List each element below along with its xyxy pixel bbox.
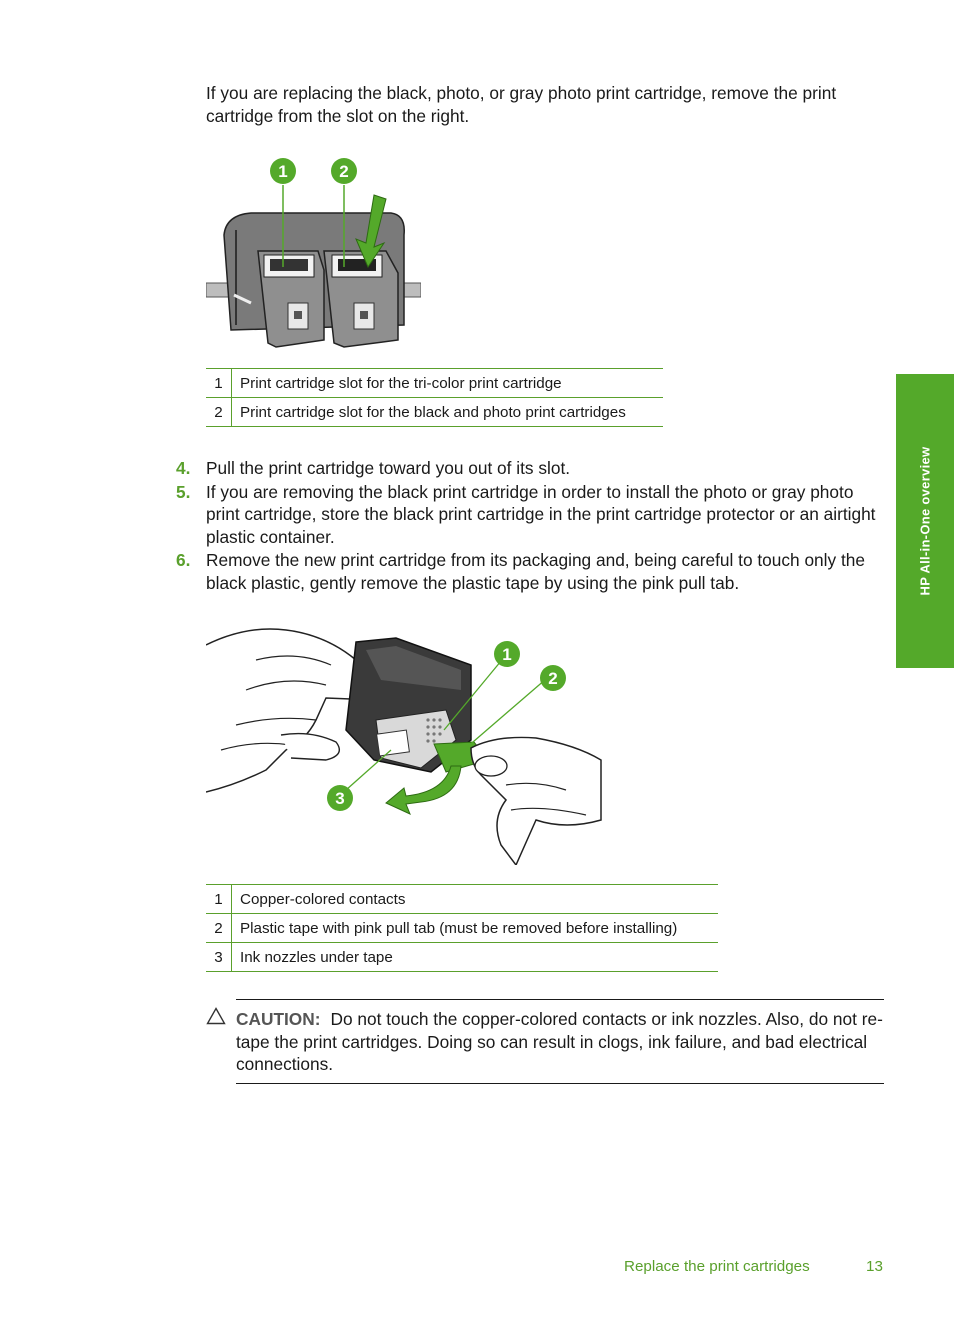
table-row — [206, 885, 718, 914]
callout-number: 2 — [206, 398, 232, 427]
callout-3: 3 — [335, 789, 345, 808]
callout-description: Ink nozzles under tape — [232, 943, 719, 972]
caution-text: Do not touch the copper-colored contacts or ink nozzles. Also, do not re-tape the print cartridges. Doing so can result in clogs, ink failure, and bad electrical connections. — [236, 1009, 883, 1074]
step-text: Pull the print cartridge toward you out of its slot. — [206, 458, 571, 478]
chapter-side-tab-label: HP All-in-One overview — [917, 446, 933, 596]
table-row — [206, 398, 663, 427]
callout-number: 3 — [206, 943, 232, 972]
table-row — [206, 914, 718, 943]
callout-description: Print cartridge slot for the black and photo print cartridges — [232, 398, 664, 427]
step-number: 4. — [176, 458, 191, 478]
figure1-callout-table — [206, 368, 663, 427]
step-number: 6. — [176, 550, 191, 570]
table-row — [206, 943, 718, 972]
step-list — [172, 457, 887, 595]
remove-tape-illustration — [206, 620, 606, 865]
chapter-side-tab — [896, 374, 954, 668]
list-item — [172, 481, 887, 549]
intro-paragraph: If you are replacing the black, photo, or gray photo print cartridge, remove the print cartridge from the slot on the right. — [206, 83, 837, 126]
callout-description: Print cartridge slot for the tri-color print cartridge — [232, 369, 664, 398]
step-number: 5. — [176, 481, 191, 502]
caution-note — [236, 999, 884, 1084]
callout-2: 2 — [548, 669, 558, 688]
callout-description: Copper-colored contacts — [232, 885, 719, 914]
step-text: If you are removing the black print cartridge in order to install the photo or gray photo print cartridge, store the black print cartridge in the print cartridge protector or an airtight plastic container. — [206, 481, 876, 547]
callout-2: 2 — [339, 162, 349, 181]
step-text: Remove the new print cartridge from its packaging and, being careful to touch only the black plastic, gently remove the plastic tape by using the pink pull tab. — [206, 550, 865, 593]
callout-number: 1 — [206, 885, 232, 914]
footer-section-title: Replace the print cartridges — [624, 1258, 810, 1275]
callout-description: Plastic tape with pink pull tab (must be removed before installing) — [232, 914, 719, 943]
page-number: 13 — [866, 1258, 883, 1275]
table-row — [206, 369, 663, 398]
callout-number: 2 — [206, 914, 232, 943]
caution-triangle-icon — [206, 1007, 226, 1025]
callout-1: 1 — [502, 645, 512, 664]
figure2-callout-table — [206, 884, 718, 972]
list-item — [172, 549, 887, 594]
caution-label: CAUTION: — [236, 1009, 321, 1029]
cartridge-carriage-illustration — [206, 155, 421, 350]
callout-1: 1 — [278, 162, 288, 181]
list-item — [172, 457, 887, 480]
callout-number: 1 — [206, 369, 232, 398]
